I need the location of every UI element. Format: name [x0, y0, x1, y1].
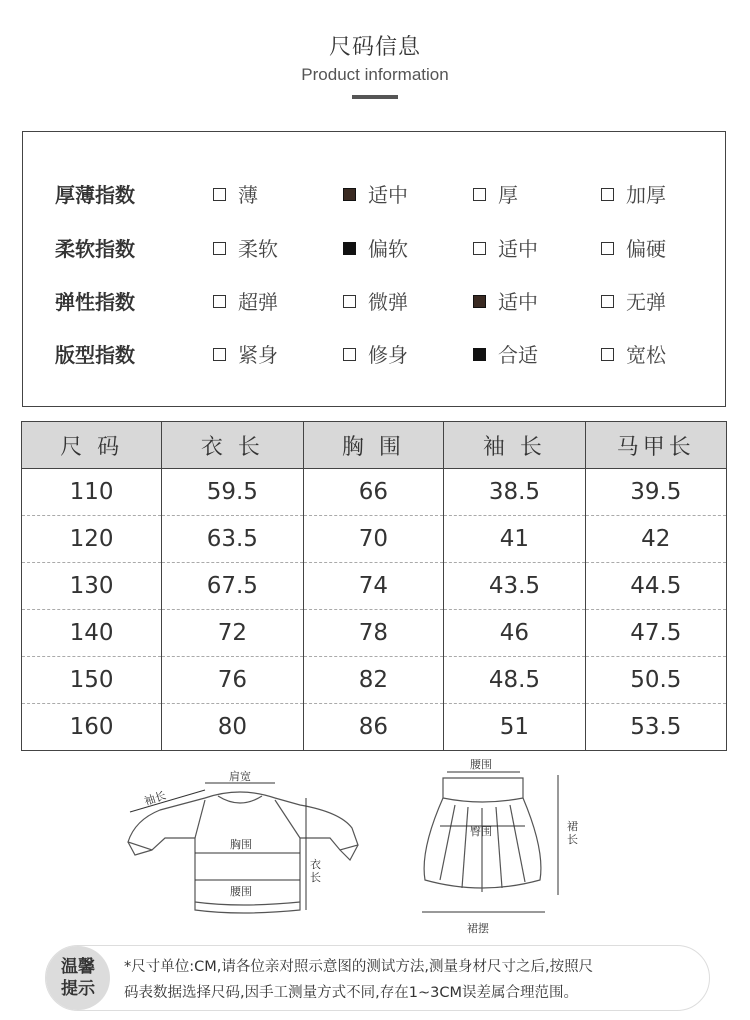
- index-option: [213, 234, 278, 264]
- index-option-label: 超弹: [238, 290, 278, 314]
- measurement-illustration: [0, 750, 750, 940]
- table-cell: 48.5: [444, 657, 585, 704]
- unchecked-box-icon: [601, 348, 614, 361]
- table-cell: 43.5: [444, 563, 585, 610]
- label-length: 衣长: [310, 858, 321, 884]
- index-row-label: 厚薄指数: [55, 183, 135, 207]
- index-option-label: 适中: [498, 237, 538, 261]
- label-chest: 胸围: [230, 838, 252, 851]
- index-option: [213, 287, 278, 317]
- index-option-label: 偏硬: [626, 237, 666, 261]
- section-header: [0, 30, 750, 99]
- table-cell: 74: [303, 563, 444, 610]
- table-cell: 50.5: [585, 657, 726, 704]
- index-option: [213, 180, 258, 210]
- size-table-header-row: [22, 422, 727, 469]
- index-row: [23, 234, 725, 264]
- label-sleeve: 袖长: [142, 788, 168, 809]
- unchecked-box-icon: [473, 188, 486, 201]
- table-cell: 76: [162, 657, 303, 704]
- table-cell: 130: [22, 563, 162, 610]
- index-row-label: 版型指数: [55, 343, 135, 367]
- label-skirt-length: 裙长: [567, 820, 578, 846]
- unchecked-box-icon: [213, 295, 226, 308]
- index-option: [343, 287, 408, 317]
- header-length: 衣 长: [162, 422, 303, 469]
- checked-box-icon: [343, 188, 356, 201]
- header-vest-length: 马甲长: [585, 422, 726, 469]
- index-option-label: 微弹: [368, 290, 408, 314]
- label-waist: 腰围: [230, 885, 252, 898]
- table-row: [22, 563, 727, 610]
- table-cell: 39.5: [585, 469, 726, 516]
- table-cell: 80: [162, 704, 303, 751]
- tip-line2: 码表数据选择尺码,因手工测量方式不同,存在1~3CM误差属合理范围。: [124, 985, 578, 1001]
- unchecked-box-icon: [213, 348, 226, 361]
- table-cell: 59.5: [162, 469, 303, 516]
- index-option: [601, 287, 666, 317]
- index-option: [473, 287, 538, 317]
- index-option: [343, 234, 408, 264]
- table-cell: 66: [303, 469, 444, 516]
- title-underline: [352, 95, 398, 99]
- index-option-label: 偏软: [368, 237, 408, 261]
- unchecked-box-icon: [601, 242, 614, 255]
- fabric-index-table: [22, 131, 726, 407]
- table-cell: 53.5: [585, 704, 726, 751]
- unchecked-box-icon: [213, 242, 226, 255]
- index-option: [601, 340, 666, 370]
- table-row: [22, 704, 727, 751]
- label-skirt-hip: 臀围: [470, 825, 492, 838]
- table-cell: 63.5: [162, 516, 303, 563]
- index-option-label: 宽松: [626, 343, 666, 367]
- unchecked-box-icon: [473, 242, 486, 255]
- index-option: [473, 234, 538, 264]
- size-table: [21, 421, 727, 751]
- table-cell: 44.5: [585, 563, 726, 610]
- table-cell: 150: [22, 657, 162, 704]
- table-cell: 41: [444, 516, 585, 563]
- checked-box-icon: [343, 242, 356, 255]
- index-row-label: 柔软指数: [55, 237, 135, 261]
- index-row-label: 弹性指数: [55, 290, 135, 314]
- index-option: [343, 340, 408, 370]
- index-row: [23, 180, 725, 210]
- index-option-label: 适中: [368, 183, 408, 207]
- table-cell: 46: [444, 610, 585, 657]
- table-cell: 82: [303, 657, 444, 704]
- table-row: [22, 469, 727, 516]
- table-cell: 42: [585, 516, 726, 563]
- table-cell: 51: [444, 704, 585, 751]
- index-option: [213, 340, 278, 370]
- tip-badge-line2: 提示: [61, 979, 95, 999]
- index-option: [473, 340, 538, 370]
- tip-text: [124, 954, 704, 1006]
- index-option: [601, 180, 666, 210]
- table-cell: 72: [162, 610, 303, 657]
- index-option: [473, 180, 518, 210]
- table-cell: 78: [303, 610, 444, 657]
- index-option-label: 合适: [498, 343, 538, 367]
- checked-box-icon: [473, 348, 486, 361]
- tip-box: [45, 945, 710, 1011]
- label-shoulder: 肩宽: [229, 770, 251, 783]
- index-option-label: 适中: [498, 290, 538, 314]
- table-cell: 120: [22, 516, 162, 563]
- tip-badge-line1: 温馨: [61, 957, 95, 977]
- page-subtitle: Product information: [301, 65, 449, 84]
- index-row: [23, 287, 725, 317]
- header-chest: 胸 围: [303, 422, 444, 469]
- index-option-label: 柔软: [238, 237, 278, 261]
- table-cell: 38.5: [444, 469, 585, 516]
- index-option-label: 薄: [238, 183, 258, 207]
- tip-badge: [46, 946, 110, 1010]
- index-option-label: 加厚: [626, 183, 666, 207]
- header-sleeve: 袖 长: [444, 422, 585, 469]
- index-option-label: 无弹: [626, 290, 666, 314]
- tip-line1: *尺寸单位:CM,请各位亲对照示意图的测试方法,测量身材尺寸之后,按照尺: [124, 959, 594, 975]
- label-skirt-waist: 腰围: [470, 758, 492, 771]
- index-row: [23, 340, 725, 370]
- unchecked-box-icon: [601, 188, 614, 201]
- table-cell: 86: [303, 704, 444, 751]
- table-cell: 70: [303, 516, 444, 563]
- header-size: 尺 码: [22, 422, 162, 469]
- page-title: 尺码信息: [328, 35, 421, 60]
- table-cell: 67.5: [162, 563, 303, 610]
- unchecked-box-icon: [213, 188, 226, 201]
- table-cell: 160: [22, 704, 162, 751]
- index-option-label: 修身: [368, 343, 408, 367]
- index-option: [601, 234, 666, 264]
- unchecked-box-icon: [343, 348, 356, 361]
- unchecked-box-icon: [343, 295, 356, 308]
- table-cell: 140: [22, 610, 162, 657]
- checked-box-icon: [473, 295, 486, 308]
- measurement-diagram: [0, 750, 750, 940]
- table-row: [22, 610, 727, 657]
- index-option-label: 紧身: [238, 343, 278, 367]
- table-row: [22, 516, 727, 563]
- index-option: [343, 180, 408, 210]
- unchecked-box-icon: [601, 295, 614, 308]
- table-cell: 110: [22, 469, 162, 516]
- table-cell: 47.5: [585, 610, 726, 657]
- label-skirt-hem: 裙摆: [467, 922, 489, 935]
- index-option-label: 厚: [498, 183, 518, 207]
- table-row: [22, 657, 727, 704]
